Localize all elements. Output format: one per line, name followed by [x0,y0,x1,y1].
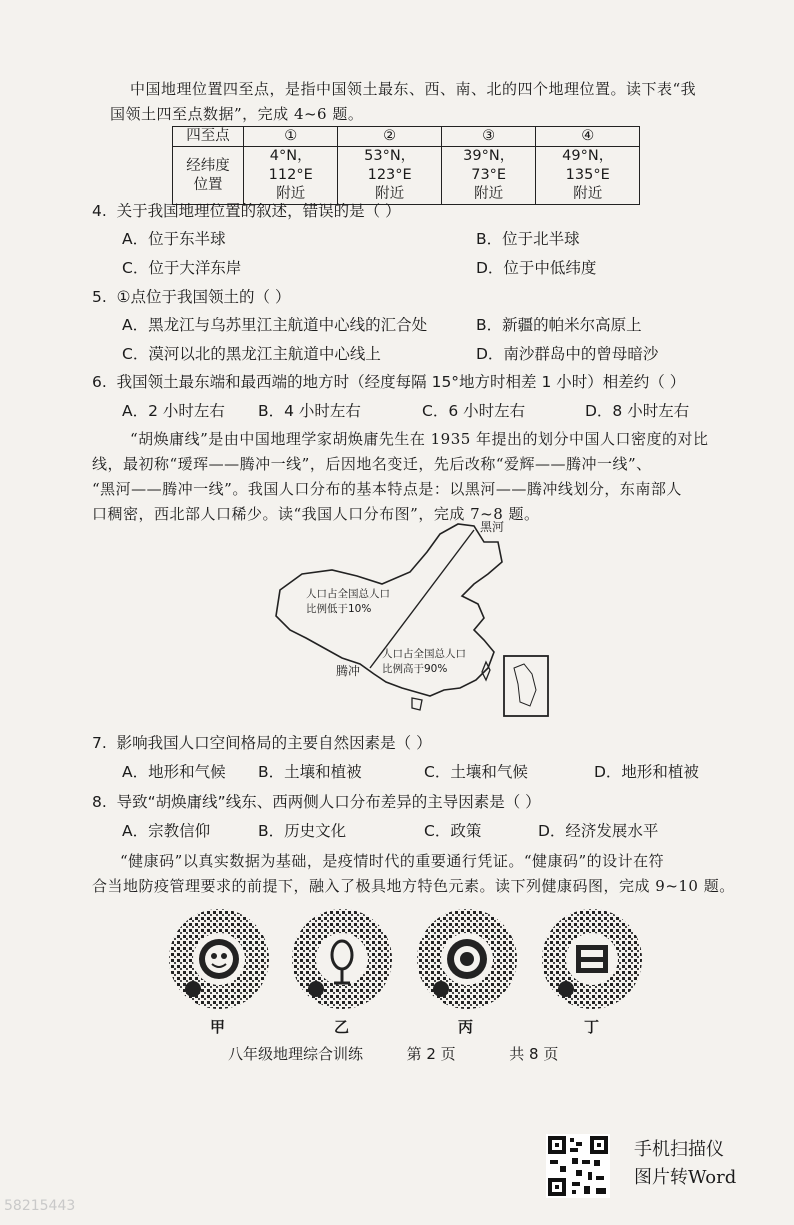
health-code-row [164,904,664,1034]
tengchong-label: 腾冲 [336,664,361,678]
health-code-ding [542,909,642,1009]
q6-option-a[interactable]: A．2 小时左右 [122,402,225,420]
qr-code-icon [546,1134,610,1198]
q8-option-a[interactable]: A．宗教信仰 [122,822,211,840]
q6-option-d[interactable]: D．8 小时左右 [585,402,690,420]
q7-option-c[interactable]: C．土壤和气候 [424,763,528,781]
west-population-label: 人口占全国总人口 比例低于10% [306,588,390,615]
table-row: 经纬度 位置 4°N，112°E 附近 53°N，123°E 附近 39°N，73°E 附近 49°N，135°E 附近 [173,147,640,205]
question-5: 5. ①点位于我国领土的（ ） [92,288,291,306]
intro1-line1: 中国地理位置四至点，是指中国领土最东、西、南、北的四个地理位置。读下表“我 [130,80,697,98]
table-row: 四至点 ① ② ③ ④ [173,127,640,147]
footer-page: 第 2 页 [406,1045,456,1063]
footer-total: 共 8 页 [509,1045,559,1063]
q4-option-b[interactable]: B．位于北半球 [476,230,580,248]
code-label-bing: 丙 [458,1018,474,1036]
extreme-points-table [172,126,640,205]
q6-option-c[interactable]: C．6 小时左右 [422,402,526,420]
population-map [262,512,562,727]
q5-option-d[interactable]: D．南沙群岛中的曾母暗沙 [476,345,659,363]
question-4: 4. 关于我国地理位置的叙述，错误的是（ ） [92,202,401,220]
scanner-watermark-text: 手机扫描仪 图片转Word [634,1139,737,1188]
code-label-yi: 乙 [334,1018,350,1036]
q5-option-a[interactable]: A．黑龙江与乌苏里江主航道中心线的汇合处 [122,316,428,334]
health-code-yi [292,909,392,1009]
footer-course: 八年级地理综合训练 [228,1045,364,1063]
intro2: “胡焕庸线”是由中国地理学家胡焕庸先生在 1935 年提出的划分中国人口密度的对比 线，最初称“瑷珲——腾冲一线”，后因地名变迁，先后改称“爱辉——腾冲一线”、 “黑河——腾冲一线”。我国人口分布的基本特点是：以黑河——腾冲线划分，东南部人 口稠密，西北部人口稀少。读“我国人口分布图”，完成 7~8 题。 [92,430,709,523]
q5-option-b[interactable]: B．新疆的帕米尔高原上 [476,316,642,334]
health-code-jia [169,909,269,1009]
q4-option-d[interactable]: D．位于中低纬度 [476,259,597,277]
q4-option-a[interactable]: A．位于东半球 [122,230,226,248]
east-population-label: 人口占全国总人口 比例高于90% [382,648,466,675]
intro1-line2: 国领土四至点数据”，完成 4~6 题。 [110,105,364,123]
question-8: 8. 导致“胡焕庸线”线东、西两侧人口分布差异的主导因素是（ ） [92,793,541,811]
q7-option-d[interactable]: D．地形和植被 [594,763,699,781]
q6-option-b[interactable]: B．4 小时左右 [258,402,361,420]
heihe-label: 黑河 [480,520,505,534]
scanner-qr-code [546,1134,610,1198]
q8-option-c[interactable]: C．政策 [424,822,482,840]
code-label-jia: 甲 [210,1018,226,1036]
health-code-bing [417,909,517,1009]
question-7: 7. 影响我国人口空间格局的主要自然因素是（ ） [92,734,432,752]
q7-option-a[interactable]: A．地形和气候 [122,763,226,781]
q8-option-b[interactable]: B．历史文化 [258,822,347,840]
q8-option-d[interactable]: D．经济发展水平 [538,822,659,840]
page-footer [228,1043,648,1064]
question-6: 6. 我国领土最东端和最西端的地方时（经度每隔 15°地方时相差 1 小时）相差约（ ） [92,373,686,391]
china-outline-map [262,512,562,727]
health-code-images [164,904,664,1014]
q4-option-c[interactable]: C．位于大洋东岸 [122,259,242,277]
side-code: 58215443 [4,1198,76,1214]
q7-option-b[interactable]: B．土壤和植被 [258,763,362,781]
intro3: “健康码”以真实数据为基础，是疫情时代的重要通行凭证。“健康码”的设计在符 合当地防疫管理要求的前提下，融入了极具地方特色元素。读下列健康码图，完成 9~10 题。 [92,852,735,895]
q5-option-c[interactable]: C．漠河以北的黑龙江主航道中心线上 [122,345,381,363]
code-label-ding: 丁 [584,1018,600,1036]
